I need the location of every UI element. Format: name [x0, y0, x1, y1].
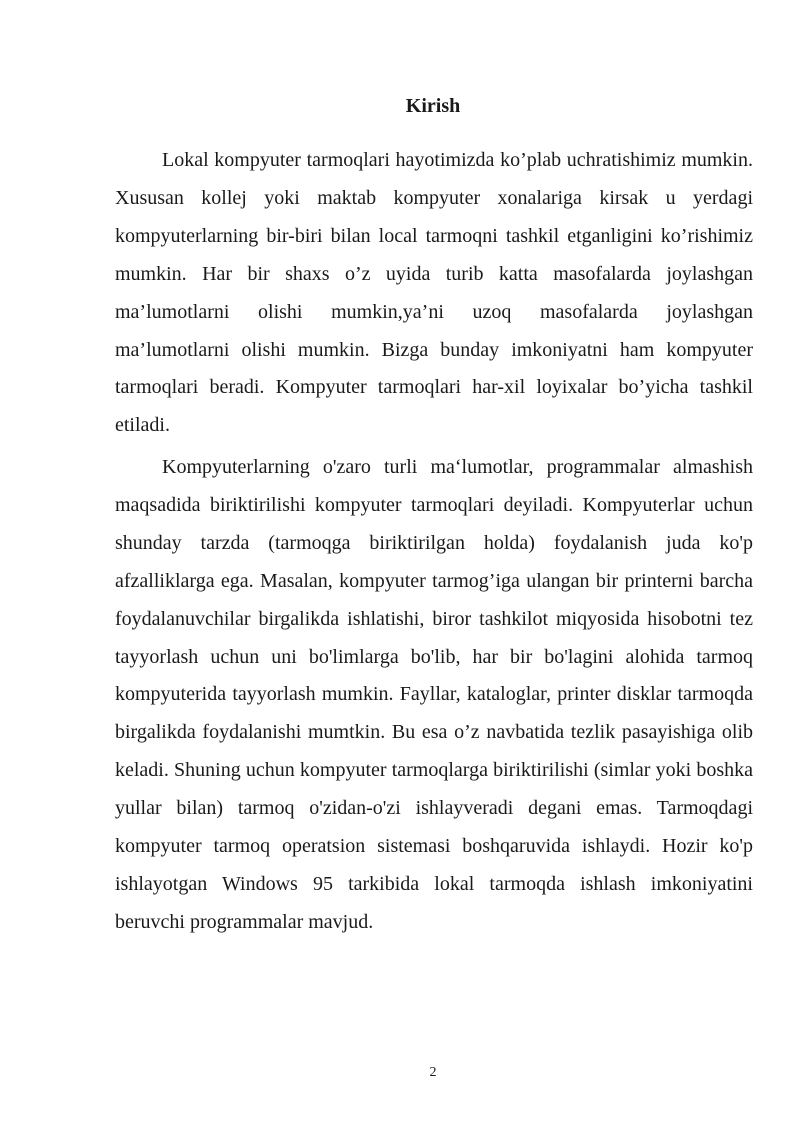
paragraph-2: Kompyuterlarning o'zaro turli ma‘lumotlar, programmalar almashish maqsadida biriktirilishi kompyuter tarmoqlari deyiladi. Kompyuterlar uchun shunday tarzda (tarmoqga biriktirilgan holda) foydalanish juda ko'p afzalliklarga ega. Masalan, kompyuter tarmog’iga ulangan bir printerni barcha foydalanuvchilar birgalikda ishlatishi, biror tashkilot miqyosida hisobotni tez tayyorlash uchun uni bo'limlarga bo'lib, har bir bo'lagini alohida tarmoq kompyuterida tayyorlash mumkin. Fayllar, kataloglar, printer disklar tarmoqda birgalikda foydalanishi mumtkin. Bu esa o’z navbatida tezlik pasayishiga olib keladi. Shuning uchun kompyuter tarmoqlarga biriktirilishi (simlar yoki boshka yullar bilan) tarmoq o'zidan-o'zi ishlayveradi degani emas. Tarmoqdagi kompyuter tarmoq operatsion sistemasi boshqaruvida ishlaydi. Hozir ko'p ishlayotgan Windows 95 tarkibida lokal tarmoqda ishlash imkoniyatini beruvchi programmalar mavjud.: [115, 456, 753, 933]
paragraph-1: Lokal kompyuter tarmoqlari hayotimizda ko’plab uchratishimiz mumkin. Xususan kollej yoki maktab kompyuter xonalariga kirsak u yerdagi kompyuterlarning bir-biri bilan local tarmoqni tashkil etganligini ko’rishimiz mumkin. Har bir shaxs o’z uyida turib katta masofalarda joylashgan ma’lumotlarni olishi mumkin,ya’ni uzoq masofalarda joylashgan ma’lumotlarni olishi mumkin. Bizga bunday imkoniyatni ham kompyuter tarmoqlari beradi. Kompyuter tarmoqlari har-xil loyixalar bo’yicha tashkil etiladi.: [115, 149, 753, 437]
page-title: Kirish: [405, 95, 461, 117]
page-number: 2: [429, 1065, 437, 1080]
